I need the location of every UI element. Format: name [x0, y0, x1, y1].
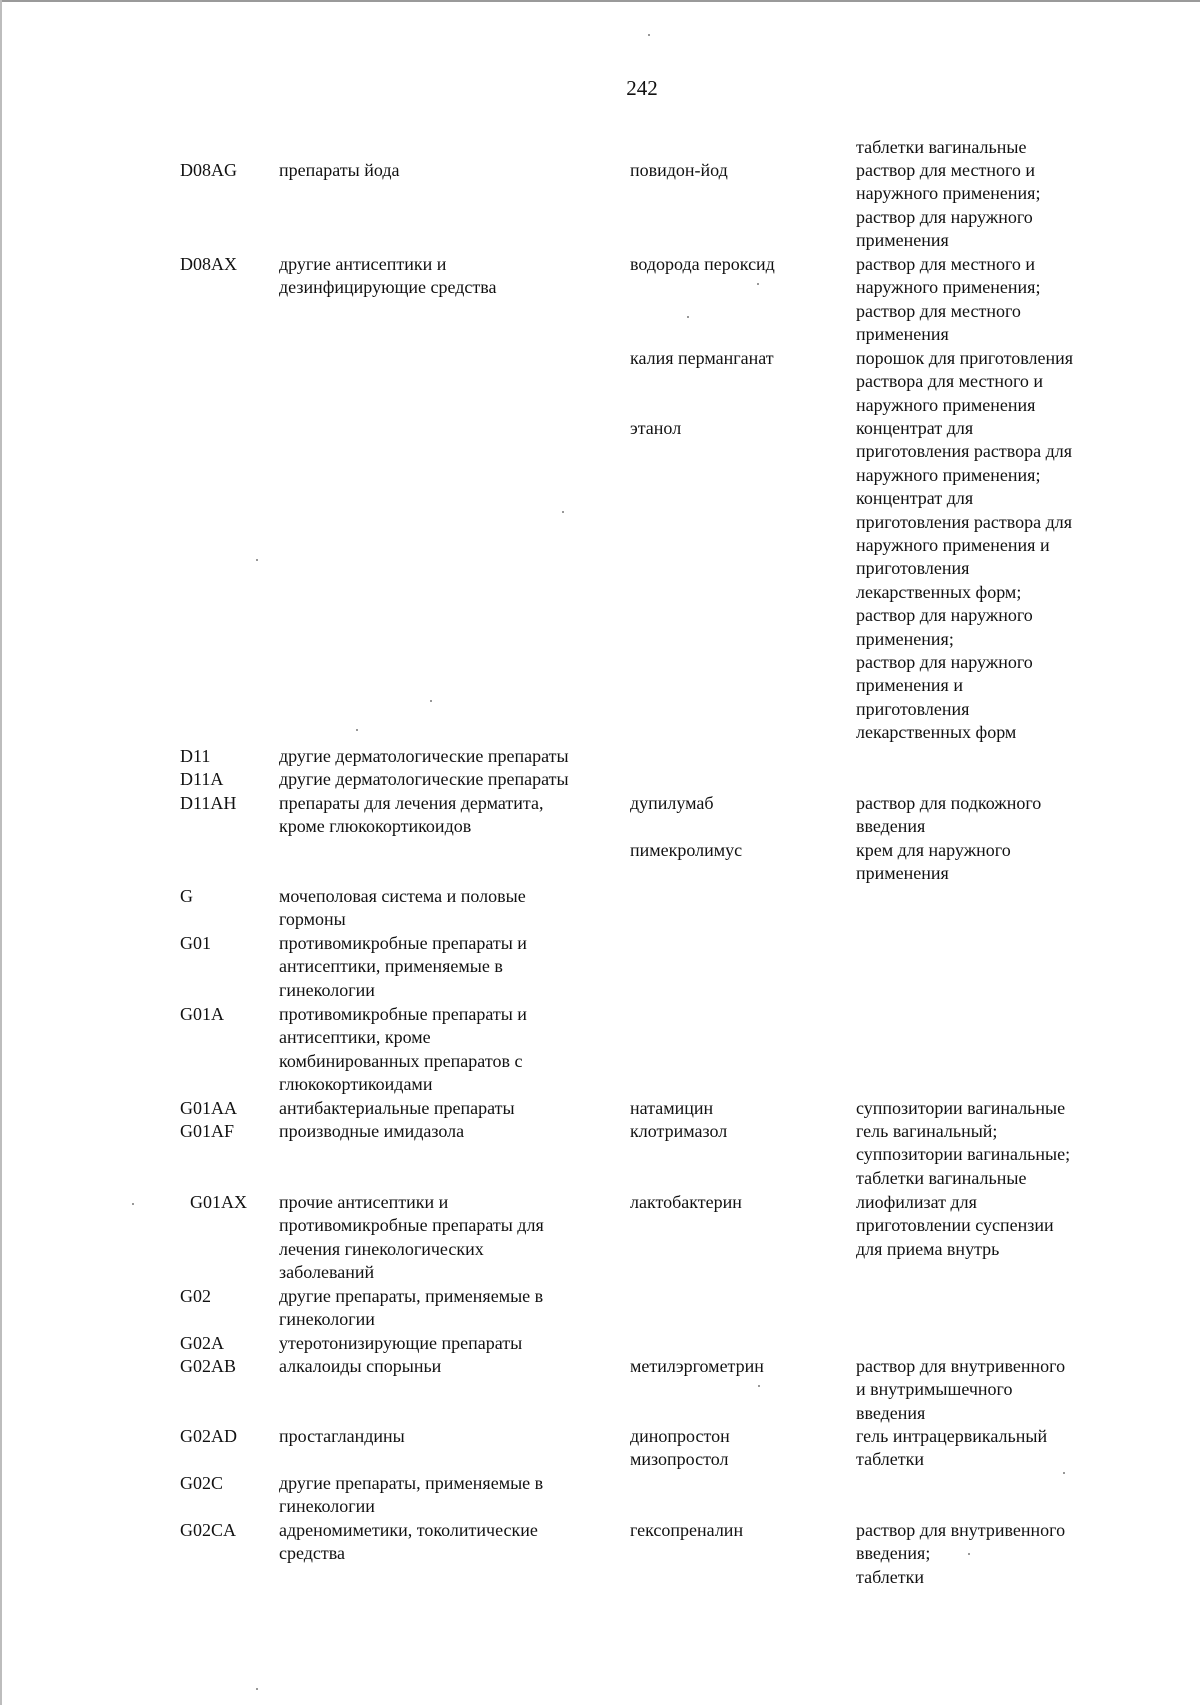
dosage-form: порошок для приготовления раствора для местного и наружного применения	[856, 348, 1074, 415]
atc-code: G01AF	[180, 1121, 235, 1141]
atc-code: D11	[180, 746, 211, 766]
atc-code: G02AB	[180, 1356, 237, 1376]
scan-speck	[356, 729, 358, 731]
scan-speck	[562, 511, 564, 513]
atc-group: препараты йода	[279, 160, 400, 180]
atc-code: G01	[180, 933, 211, 953]
drug-name: гексопреналин	[630, 1520, 744, 1540]
dosage-form: суппозитории вагинальные	[856, 1098, 1066, 1118]
atc-group: другие дерматологические препараты	[279, 769, 569, 789]
page-number: 242	[626, 76, 658, 100]
atc-code: G01AX	[190, 1192, 247, 1212]
drug-name: динопростон мизопростол	[630, 1426, 730, 1470]
atc-group: антибактериальные препараты	[279, 1098, 515, 1118]
scan-speck	[648, 34, 650, 36]
atc-group: другие препараты, применяемые в гинекологии	[279, 1473, 544, 1517]
scan-speck	[687, 316, 689, 318]
atc-group: производные имидазола	[279, 1121, 465, 1141]
dosage-form: раствор для местного и наружного применения; раствор для наружного применения	[856, 160, 1041, 251]
scan-speck	[256, 1688, 258, 1690]
dosage-form: раствор для подкожного введения	[856, 793, 1042, 837]
atc-code: D08AG	[180, 160, 237, 180]
atc-group: другие препараты, применяемые в гинекологии	[279, 1286, 544, 1330]
atc-group: прочие антисептики и противомикробные препараты для лечения гинекологических заболеваний	[279, 1192, 544, 1283]
scan-speck	[430, 700, 432, 702]
atc-code: D11A	[180, 769, 224, 789]
form-continuation: таблетки вагинальные	[856, 137, 1027, 157]
drug-name: клотримазол	[630, 1121, 728, 1141]
atc-group: препараты для лечения дерматита, кроме глюкокортикоидов	[279, 793, 544, 837]
atc-code: G02	[180, 1286, 211, 1306]
atc-group: адреномиметики, токолитические средства	[279, 1520, 538, 1564]
atc-code: G02AD	[180, 1426, 237, 1446]
dosage-form: гель вагинальный; суппозитории вагинальные; таблетки вагинальные	[856, 1121, 1071, 1188]
atc-group: алкалоиды спорыньи	[279, 1356, 442, 1376]
drug-name: метилэргометрин	[630, 1356, 764, 1376]
atc-code: G02A	[180, 1333, 224, 1353]
atc-code: G	[180, 886, 193, 906]
atc-code: D08AX	[180, 254, 237, 274]
atc-code: G01AA	[180, 1098, 237, 1118]
drug-name: лактобактерин	[630, 1192, 742, 1212]
drug-name: калия перманганат	[630, 348, 774, 368]
drug-name: натамицин	[630, 1098, 714, 1118]
atc-group: утеротонизирующие препараты	[279, 1333, 523, 1353]
drug-name: дупилумаб	[630, 793, 714, 813]
scan-speck	[1063, 1472, 1065, 1474]
scan-speck	[256, 559, 258, 561]
scan-speck	[758, 1385, 760, 1387]
atc-group: мочеполовая система и половые гормоны	[279, 886, 526, 930]
scan-speck	[757, 283, 759, 285]
dosage-form: гель интрацервикальный таблетки	[856, 1426, 1048, 1470]
dosage-form: раствор для внутривенного и внутримышечного введения	[856, 1356, 1066, 1423]
scan-speck	[132, 1203, 134, 1205]
atc-group: другие дерматологические препараты	[279, 746, 569, 766]
drug-name: пимекролимус	[630, 840, 743, 860]
dosage-form: концентрат для приготовления раствора для наружного применения; концентрат для приготовления раствора для наружного применения и приготовления лекарственных форм; раствор для наружного применения; раствор для наружного применения и приготовления лекарственных форм	[856, 418, 1072, 743]
atc-group: противомикробные препараты и антисептики, кроме комбинированных препаратов с глюкокортикоидами	[279, 1004, 527, 1095]
drug-name: водорода пероксид	[630, 254, 775, 274]
atc-group: противомикробные препараты и антисептики, применяемые в гинекологии	[279, 933, 527, 1000]
drug-name: повидон-йод	[630, 160, 728, 180]
atc-code: D11AH	[180, 793, 237, 813]
atc-group: другие антисептики и дезинфицирующие средства	[279, 254, 497, 298]
dosage-form: крем для наружного применения	[856, 840, 1011, 884]
atc-code: G02C	[180, 1473, 224, 1493]
dosage-form: раствор для внутривенного введения; таблетки	[856, 1520, 1066, 1587]
atc-code: G01A	[180, 1004, 224, 1024]
atc-code: G02CA	[180, 1520, 237, 1540]
scan-speck	[968, 1553, 970, 1555]
drug-name: этанол	[630, 418, 682, 438]
dosage-form: раствор для местного и наружного применения; раствор для местного применения	[856, 254, 1041, 345]
atc-group: простагландины	[279, 1426, 405, 1446]
dosage-form: лиофилизат для приготовлении суспензии для приема внутрь	[856, 1192, 1054, 1259]
